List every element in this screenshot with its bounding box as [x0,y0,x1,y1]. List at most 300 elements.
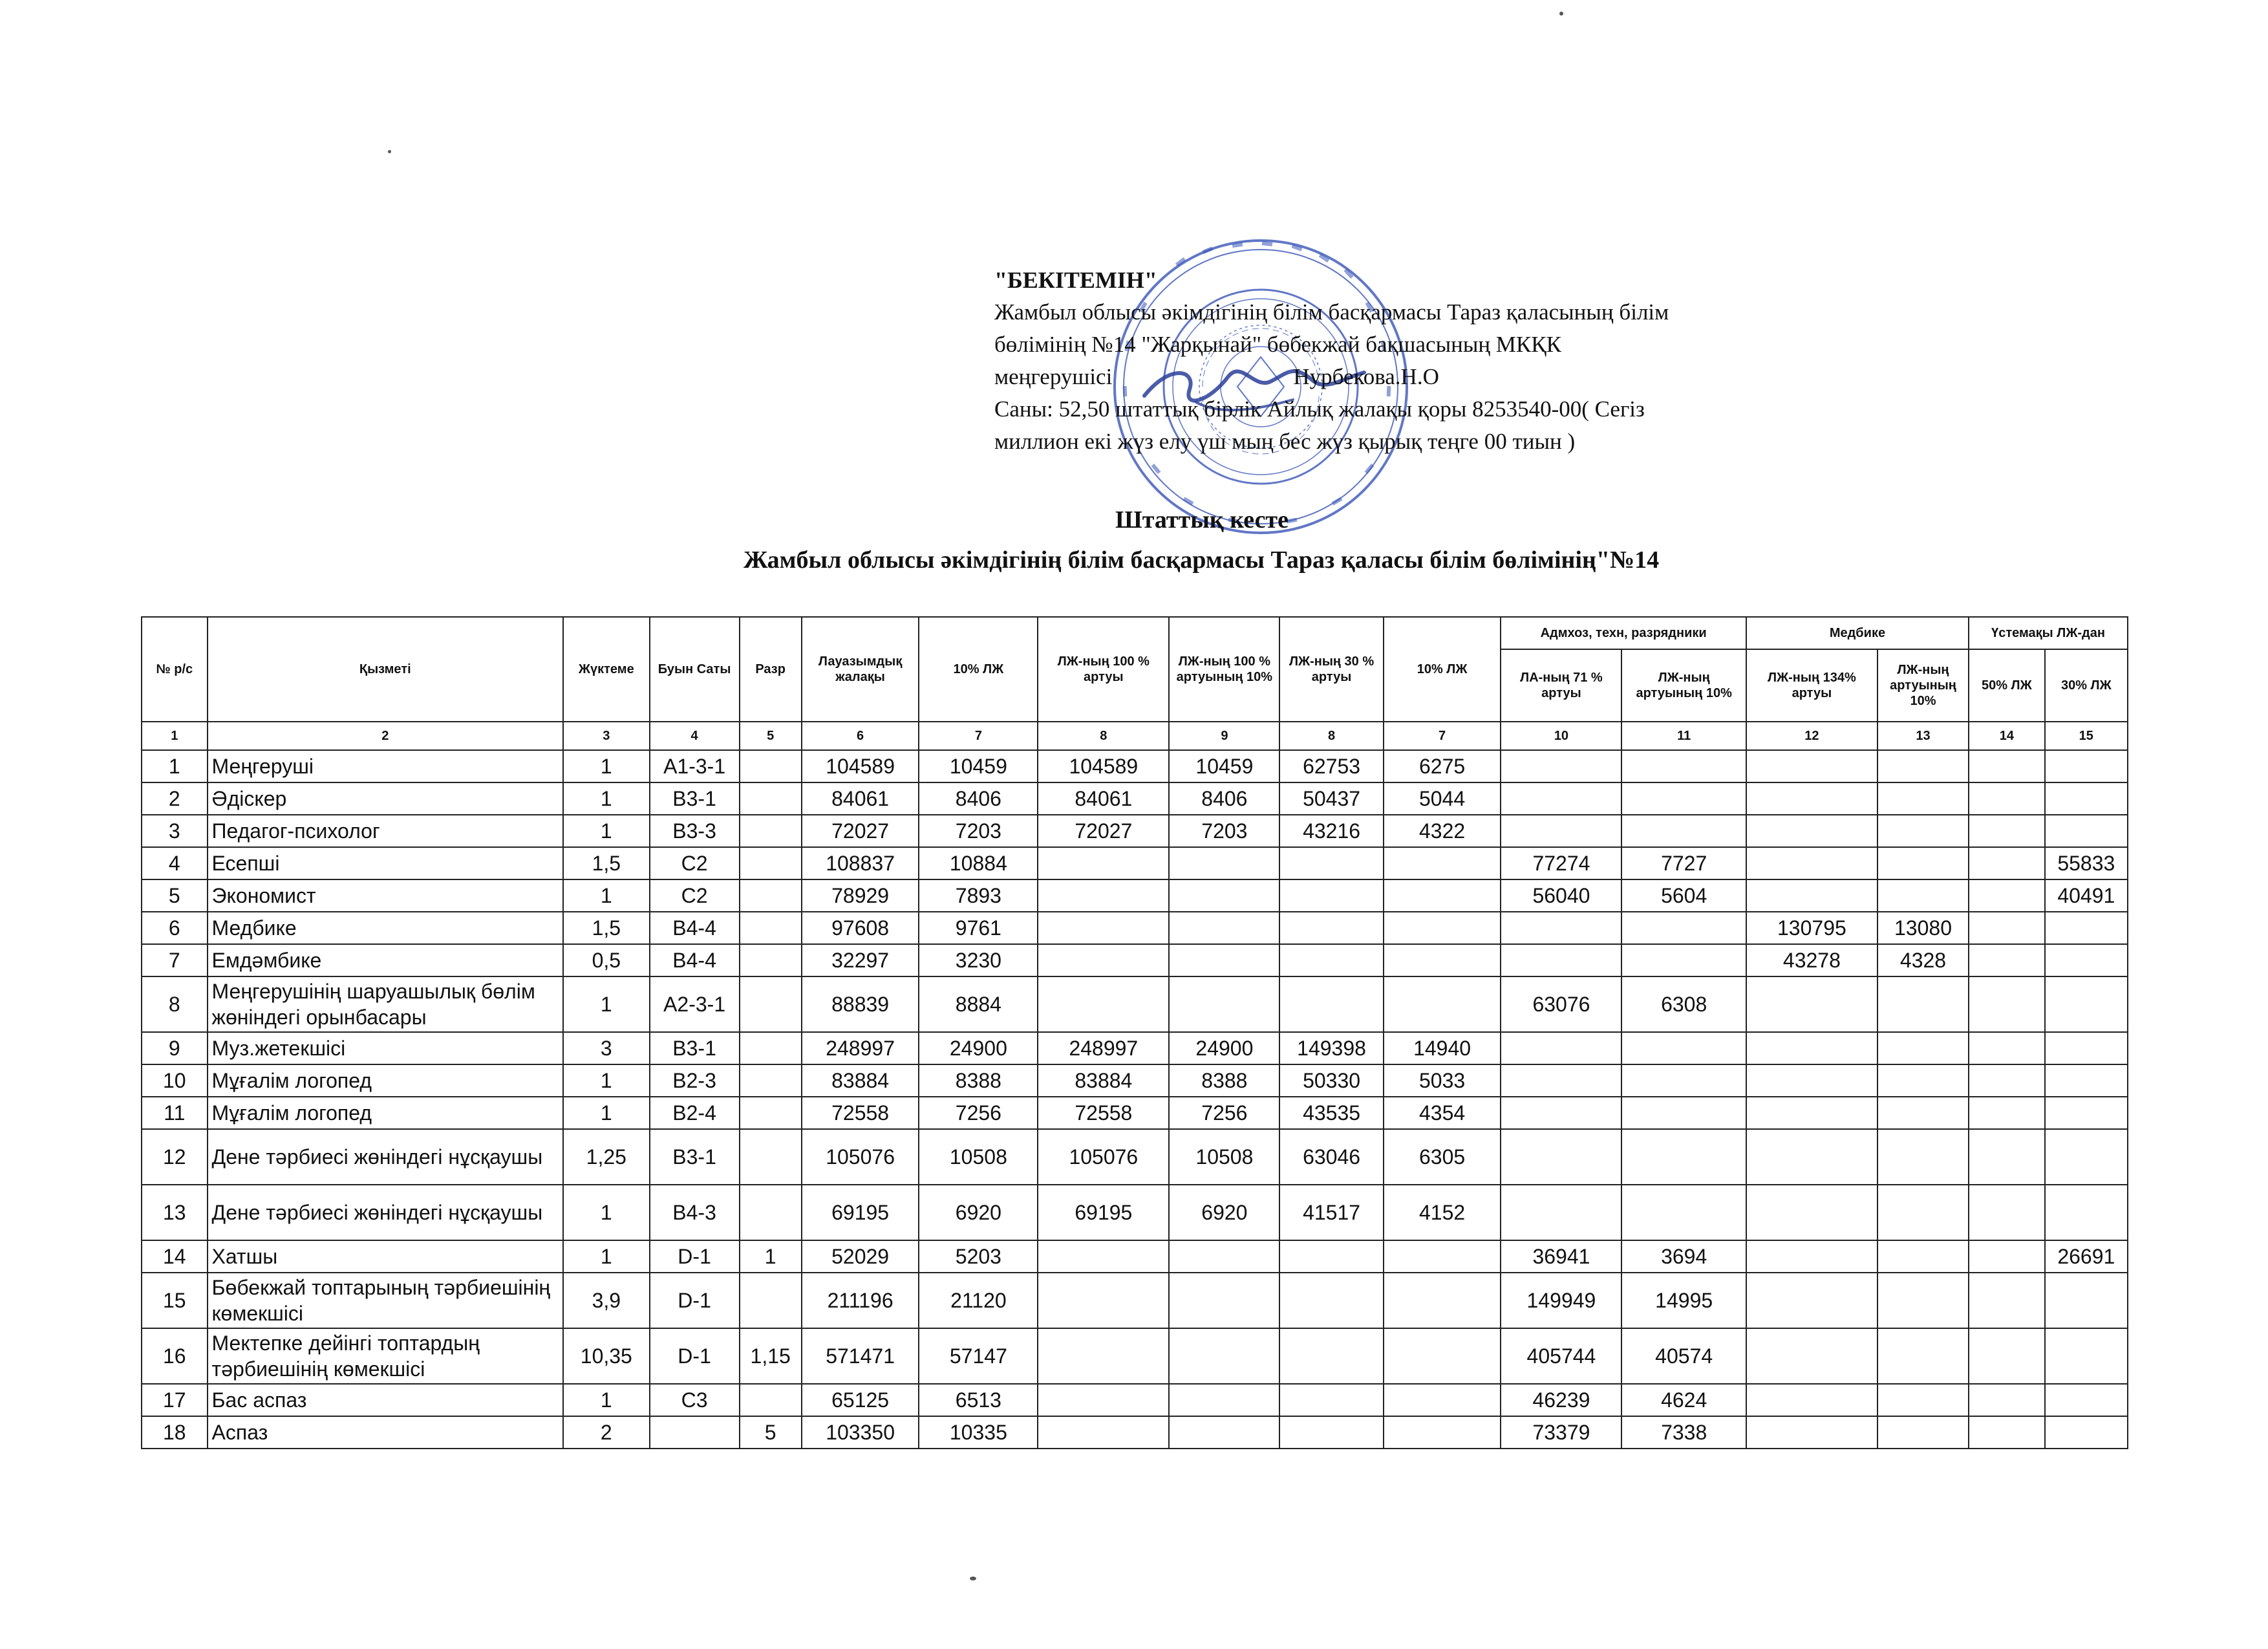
table-cell [2045,1064,2128,1097]
table-cell: А2-3-1 [650,976,740,1032]
table-cell [1969,815,2045,847]
table-cell [1621,815,1746,847]
table-cell [1384,1328,1501,1384]
table-cell [1621,1129,1746,1185]
row-number-cell: 2 [142,782,208,815]
table-cell [1878,1097,1969,1129]
column-number: 15 [2045,722,2128,750]
table-cell [2045,1273,2128,1328]
column-number: 8 [1279,722,1383,750]
table-cell: 7203 [919,815,1038,847]
table-cell [1501,1064,1621,1097]
table-cell [1384,847,1501,879]
table-cell [1878,815,1969,847]
table-cell: 83884 [1038,1064,1169,1097]
table-cell: 10508 [919,1129,1038,1185]
position-name-cell: Мұғалім логопед [208,1064,563,1097]
table-cell: 8388 [1169,1064,1279,1097]
position-name-cell: Бас аспаз [208,1384,563,1416]
table-cell: 63046 [1279,1129,1383,1185]
table-cell: В3-1 [650,1129,740,1185]
row-number-cell: 8 [142,976,208,1032]
table-row [142,1129,2128,1185]
table-cell: 4354 [1384,1097,1501,1129]
header-c11: ЛЖ-ның артуының 10% [1621,649,1746,722]
approval-line-5: миллион екі жүз елу үш мың бес жүз қырық теңге 00 тиын ) [994,429,1576,454]
table-cell: 65125 [802,1384,919,1416]
table-cell: В3-1 [650,782,740,815]
table-cell: С2 [650,879,740,912]
table-cell [1878,1185,1969,1240]
table-cell: 1 [563,879,650,912]
approval-line-1: Жамбыл облысы әкімдігінің білім басқармасы Тараз қаласының білім [994,299,1669,325]
table-cell: 8388 [919,1064,1038,1097]
table-cell [1038,1328,1169,1384]
column-number: 13 [1878,722,1969,750]
table-cell: 72558 [802,1097,919,1129]
table-cell [740,1032,802,1064]
row-number-cell: 15 [142,1273,208,1328]
table-cell: 14940 [1384,1032,1501,1064]
header-salary: Лауазымдық жалақы [802,617,919,722]
row-number-cell: 16 [142,1328,208,1384]
table-cell [1279,847,1383,879]
column-number: 9 [1169,722,1279,750]
table-cell [1746,1129,1878,1185]
table-cell: 41517 [1279,1185,1383,1240]
table-cell [1969,912,2045,944]
table-cell: 248997 [1038,1032,1169,1064]
table-cell [2045,1097,2128,1129]
table-cell: 149398 [1279,1032,1383,1064]
table-cell: 571471 [802,1328,919,1384]
column-number: 11 [1621,722,1746,750]
header-c8: ЛЖ-ның 100 % артуы [1038,617,1169,722]
table-cell [2045,1129,2128,1185]
table-cell: 105076 [802,1129,919,1185]
column-number: 1 [142,722,208,750]
table-cell [1969,1273,2045,1328]
table-cell [1746,1097,1878,1129]
table-cell [1279,879,1383,912]
table-cell: 78929 [802,879,919,912]
table-cell [1878,1273,1969,1328]
table-cell: 1 [563,750,650,782]
table-cell [1169,976,1279,1032]
table-cell [1746,1240,1878,1273]
table-cell: 1 [563,1064,650,1097]
table-cell: 1 [740,1240,802,1273]
table-cell [1038,976,1169,1032]
table-cell: 84061 [802,782,919,815]
table-cell: 104589 [1038,750,1169,782]
table-cell [2045,1328,2128,1384]
table-cell [740,782,802,815]
table-cell [1501,815,1621,847]
table-cell [1384,879,1501,912]
position-name-cell: Есепші [208,847,563,879]
row-number-cell: 14 [142,1240,208,1273]
table-cell [740,847,802,879]
table-cell [740,1384,802,1416]
table-cell: 69195 [802,1185,919,1240]
row-number-cell: 11 [142,1097,208,1129]
table-cell [1969,1064,2045,1097]
table-cell: 10459 [919,750,1038,782]
table-cell: 104589 [802,750,919,782]
row-number-cell: 13 [142,1185,208,1240]
table-cell [740,750,802,782]
table-cell [1279,1384,1383,1416]
table-cell [1279,1240,1383,1273]
table-cell [2045,1032,2128,1064]
table-cell [1384,1384,1501,1416]
approval-role: меңгерушісі [994,364,1113,389]
table-cell [1746,1384,1878,1416]
table-cell: 103350 [802,1416,919,1449]
table-cell [1878,782,1969,815]
table-cell: 69195 [1038,1185,1169,1240]
position-name-cell: Дене тәрбиесі жөніндегі нұсқаушы [208,1129,563,1185]
table-cell [1878,879,1969,912]
table-cell [1621,1064,1746,1097]
position-name-cell: Мұғалім логопед [208,1097,563,1129]
table-row [142,1384,2128,1416]
table-cell: 83884 [802,1064,919,1097]
table-cell [2045,912,2128,944]
table-cell [2045,750,2128,782]
table-cell: 1 [563,1097,650,1129]
table-cell: 97608 [802,912,919,944]
table-cell [650,1416,740,1449]
position-name-cell: Меңгеруші [208,750,563,782]
header-c10: ЛА-ның 71 % артуы [1501,649,1621,722]
table-cell [1038,1273,1169,1328]
table-cell: 24900 [1169,1032,1279,1064]
scan-speck [1559,12,1563,16]
approval-heading: "БЕКІТЕМІН" [994,267,1157,293]
column-number: 7 [1384,722,1501,750]
approval-line-4: Саны: 52,50 штаттық бірлік Айлық жалақы қоры 8253540-00( Сегіз [994,396,1645,422]
document-title: Штаттық кесте [1115,506,1289,534]
scan-speck [388,150,391,153]
column-number: 8 [1038,722,1169,750]
table-cell [1746,1273,1878,1328]
table-cell [1501,1129,1621,1185]
table-cell [1621,944,1746,976]
table-row [142,750,2128,782]
header-c8b: ЛЖ-ның 30 % артуы [1279,617,1383,722]
table-cell: 7338 [1621,1416,1746,1449]
table-cell [1878,1328,1969,1384]
table-cell [1878,1416,1969,1449]
table-cell: 63076 [1501,976,1621,1032]
row-number-cell: 5 [142,879,208,912]
table-row [142,1064,2128,1097]
table-cell [2045,782,2128,815]
table-cell: 10,35 [563,1328,650,1384]
row-number-cell: 18 [142,1416,208,1449]
table-cell: 72027 [1038,815,1169,847]
row-number-cell: 3 [142,815,208,847]
table-cell: 40491 [2045,879,2128,912]
table-cell [1169,1240,1279,1273]
table-row [142,944,2128,976]
table-cell: 8406 [1169,782,1279,815]
table-cell: 5203 [919,1240,1038,1273]
table-row [142,879,2128,912]
table-cell [1501,944,1621,976]
table-cell: 5604 [1621,879,1746,912]
row-number-cell: 6 [142,912,208,944]
table-cell [740,815,802,847]
approval-line-2: бөлімінің №14 "Жарқынай" бөбекжай бақшасының МКҚК [994,332,1561,357]
column-number: 6 [802,722,919,750]
table-cell [1969,1240,2045,1273]
table-cell [1746,1032,1878,1064]
approval-block [994,264,1796,458]
table-cell [1501,750,1621,782]
table-cell: 56040 [1501,879,1621,912]
table-cell: 21120 [919,1273,1038,1328]
table-cell: 8884 [919,976,1038,1032]
table-cell [1384,912,1501,944]
approval-line-3 [994,361,1796,393]
table-cell [1169,912,1279,944]
table-cell: 1 [563,1384,650,1416]
table-cell [1621,912,1746,944]
column-number: 3 [563,722,650,750]
table-cell [1969,1129,2045,1185]
row-number-cell: 9 [142,1032,208,1064]
approval-signatory-name: Нурбекова.Н.О [1293,364,1439,389]
table-cell [1746,1328,1878,1384]
table-row [142,976,2128,1032]
staff-table-header [142,617,2128,750]
table-cell: 32297 [802,944,919,976]
table-cell [1038,1384,1169,1416]
position-name-cell: Экономист [208,879,563,912]
table-cell: 1,5 [563,847,650,879]
position-name-cell: Дене тәрбиесі жөніндегі нұсқаушы [208,1185,563,1240]
header-c7: 10% ЛЖ [919,617,1038,722]
table-cell: 108837 [802,847,919,879]
table-cell [1969,879,2045,912]
table-cell: 26691 [2045,1240,2128,1273]
table-cell: 10884 [919,847,1038,879]
table-cell: В4-3 [650,1185,740,1240]
table-cell [1384,944,1501,976]
row-number-cell: 1 [142,750,208,782]
table-cell: 1 [563,815,650,847]
table-cell [740,1064,802,1097]
table-cell [1969,1416,2045,1449]
table-cell [1169,847,1279,879]
table-cell: 1,15 [740,1328,802,1384]
table-cell: 1,25 [563,1129,650,1185]
table-cell [1169,944,1279,976]
table-cell: 211196 [802,1273,919,1328]
table-cell: 9761 [919,912,1038,944]
table-cell: 8406 [919,782,1038,815]
table-cell [1038,879,1169,912]
table-cell: 2 [563,1416,650,1449]
header-group-admin: Адмхоз, техн, разрядники [1501,617,1746,649]
table-cell [1878,750,1969,782]
table-cell: 3694 [1621,1240,1746,1273]
table-cell: 40574 [1621,1328,1746,1384]
position-name-cell: Әдіскер [208,782,563,815]
table-cell [1878,1240,1969,1273]
table-cell: 72558 [1038,1097,1169,1129]
column-number: 2 [208,722,563,750]
table-cell: 73379 [1501,1416,1621,1449]
table-cell: 10459 [1169,750,1279,782]
table-cell: 7256 [919,1097,1038,1129]
table-row [142,1240,2128,1273]
position-name-cell: Муз.жетекшісі [208,1032,563,1064]
table-cell [740,1097,802,1129]
table-cell [1969,944,2045,976]
table-cell: А1-3-1 [650,750,740,782]
header-c15: 30% ЛЖ [2045,649,2128,722]
table-row [142,815,2128,847]
table-cell: 5044 [1384,782,1501,815]
row-number-cell: 12 [142,1129,208,1185]
table-cell [1501,1032,1621,1064]
position-name-cell: Бөбекжай топтарының тәрбиешінің көмекшісі [208,1273,563,1328]
header-c7b: 10% ЛЖ [1384,617,1501,722]
table-cell [740,912,802,944]
header-group-bonus: Үстемақы ЛЖ-дан [1969,617,2128,649]
header-c14: 50% ЛЖ [1969,649,2045,722]
header-position: Қызметі [208,617,563,722]
table-cell [740,1185,802,1240]
table-cell: D-1 [650,1273,740,1328]
table-cell: 10335 [919,1416,1038,1449]
table-cell: 6308 [1621,976,1746,1032]
table-cell [1038,1240,1169,1273]
position-name-cell: Мектепке дейінгі топтардың тәрбиешінің көмекшісі [208,1328,563,1384]
header-grade: Буын Саты [650,617,740,722]
table-cell [1279,1273,1383,1328]
table-cell [1038,944,1169,976]
table-cell: 52029 [802,1240,919,1273]
table-cell: 4152 [1384,1185,1501,1240]
table-cell [1746,1185,1878,1240]
table-cell: С3 [650,1384,740,1416]
table-cell [1621,1032,1746,1064]
table-cell: 88839 [802,976,919,1032]
table-cell [1746,815,1878,847]
table-cell [2045,1384,2128,1416]
table-cell [1746,847,1878,879]
table-cell: 3230 [919,944,1038,976]
table-cell: D-1 [650,1240,740,1273]
position-name-cell: Меңгерушінің шаруашылық бөлім жөніндегі орынбасары [208,976,563,1032]
table-cell [1279,912,1383,944]
table-cell [1969,1328,2045,1384]
table-cell [1279,976,1383,1032]
table-cell: 1,5 [563,912,650,944]
table-cell: В4-4 [650,944,740,976]
table-cell [1038,1416,1169,1449]
header-rank: Разр [740,617,802,722]
table-cell [1746,976,1878,1032]
position-name-cell: Педагог-психолог [208,815,563,847]
table-cell: 43278 [1746,944,1878,976]
table-cell [740,879,802,912]
table-cell [1169,1328,1279,1384]
table-cell [1969,1185,2045,1240]
table-cell: 77274 [1501,847,1621,879]
table-cell: 7893 [919,879,1038,912]
row-number-cell: 17 [142,1384,208,1416]
table-cell [2045,1185,2128,1240]
table-cell: В2-4 [650,1097,740,1129]
row-number-cell: 4 [142,847,208,879]
table-cell: 7203 [1169,815,1279,847]
table-cell [1969,1032,2045,1064]
table-cell [1878,1064,1969,1097]
table-cell [1169,1416,1279,1449]
table-cell [1746,782,1878,815]
table-cell: 105076 [1038,1129,1169,1185]
table-cell: 130795 [1746,912,1878,944]
table-cell [1878,847,1969,879]
table-cell [1621,782,1746,815]
table-cell: 13080 [1878,912,1969,944]
table-cell [1038,912,1169,944]
table-cell [1746,750,1878,782]
row-number-cell: 7 [142,944,208,976]
table-cell: 6513 [919,1384,1038,1416]
table-cell: 43535 [1279,1097,1383,1129]
scan-speck [970,1577,976,1580]
column-number: 10 [1501,722,1621,750]
table-cell: 50330 [1279,1064,1383,1097]
table-cell: 6920 [1169,1185,1279,1240]
table-cell [740,1129,802,1185]
table-cell [1969,847,2045,879]
table-cell: 1 [563,782,650,815]
position-name-cell: Хатшы [208,1240,563,1273]
table-cell [1384,1240,1501,1273]
table-cell [1501,1185,1621,1240]
column-number: 5 [740,722,802,750]
table-cell: 1 [563,1240,650,1273]
table-cell: 6920 [919,1185,1038,1240]
table-cell: С2 [650,847,740,879]
table-row [142,1097,2128,1129]
table-cell [1969,750,2045,782]
table-cell: 6305 [1384,1129,1501,1185]
table-cell [740,976,802,1032]
table-cell: 248997 [802,1032,919,1064]
table-cell: В3-1 [650,1032,740,1064]
table-cell [1878,1129,1969,1185]
header-num: № р/с [142,617,208,722]
table-cell: 405744 [1501,1328,1621,1384]
table-cell [1878,1032,1969,1064]
table-cell: 55833 [2045,847,2128,879]
column-number: 14 [1969,722,2045,750]
table-cell: 5033 [1384,1064,1501,1097]
table-cell [1169,1273,1279,1328]
table-cell: 3,9 [563,1273,650,1328]
table-cell [1621,1097,1746,1129]
header-load: Жүктеме [563,617,650,722]
